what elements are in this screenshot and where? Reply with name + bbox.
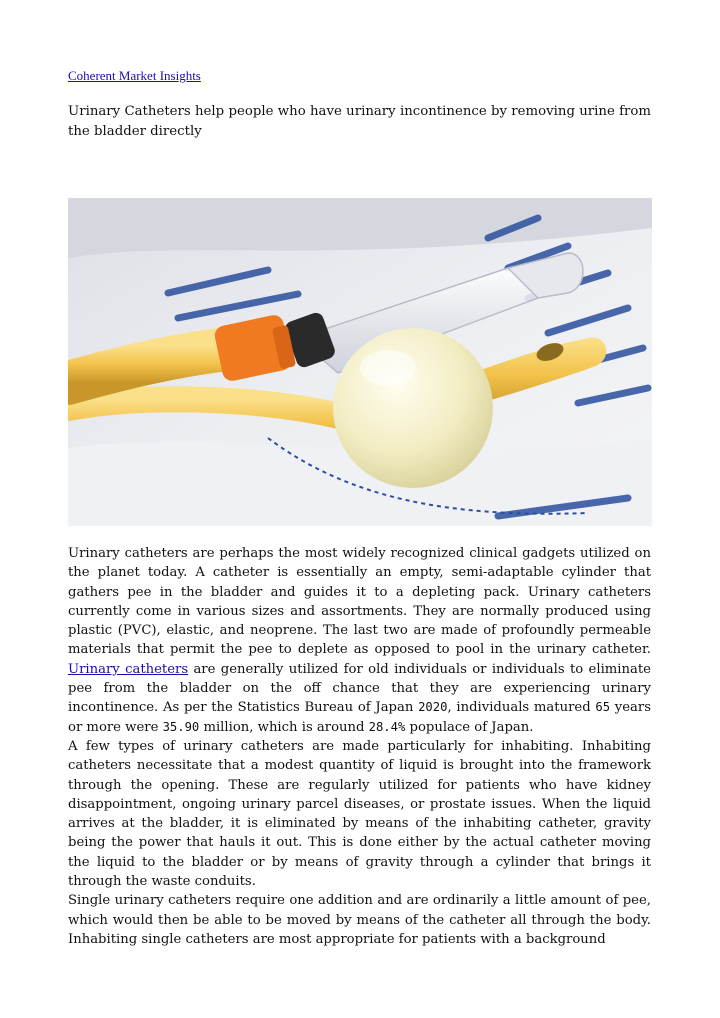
paragraph-2: A few types of urinary catheters are made particularly for inhabiting. Inhabiting catheters necessitate that a modest quantity of liquid is brought into the framework through the opening. These are regularly utilized for patients who have kidney disappointment, ongoing urinary parcel diseases, or prostate issues. When the liquid arrives at the bladder, it is eliminated by means of the inhabiting catheter, gravity being the power that hauls it out. This is done either by the actual catheter moving the liquid to the bladder or by means of gravity through a cylinder that brings it through the waste conduits.: [68, 738, 651, 890]
source-link[interactable]: Coherent Market Insights: [68, 68, 201, 83]
paragraph-1-part-5: million, which is around: [199, 719, 369, 735]
age-value: 65: [595, 700, 611, 715]
paragraph-1-part-3: , individuals matured: [447, 700, 596, 716]
article-body: [68, 544, 651, 949]
year-value: 2020: [418, 700, 448, 715]
urinary-catheters-link[interactable]: Urinary catheters: [68, 661, 189, 677]
catheter-illustration: [68, 198, 652, 526]
paragraph-1-part-2: are generally utilized for old individuals or individuals to eliminate pee from the bladder on the off chance that they are experiencing urinary incontinence. As per the Statistics Bureau of Japan: [68, 661, 651, 716]
paragraph-1-part-6: populace of Japan.: [405, 719, 534, 735]
paragraph-1: [68, 544, 651, 737]
page-title: Urinary Catheters help people who have urinary incontinence by removing urine from the bladder directly: [68, 104, 651, 139]
percent-value: 28.4%: [368, 719, 406, 734]
paragraph-1-part-4: years or more were: [68, 700, 651, 735]
paragraph-1-part-1: Urinary catheters are perhaps the most widely recognized clinical gadgets utilized on the planet today. A catheter is essentially an empty, semi-adaptable cylinder that gathers pee in the bladder and guides it to a depleting pack. Urinary catheters currently come in various sizes and assortments. They are normally produced using plastic (PVC), elastic, and neoprene. The last two are made of profoundly permeable materials that permit the pee to deplete as opposed to pool in the urinary catheter.: [68, 546, 651, 658]
paragraph-3: Single urinary catheters require one addition and are ordinarily a little amount of pee, which would then be able to be moved by means of the catheter all through the body. Inhabiting single catheters are most appropriate for patients with a background: [68, 893, 651, 947]
population-value: 35.90: [162, 719, 200, 734]
catheter-photo: [68, 198, 652, 526]
